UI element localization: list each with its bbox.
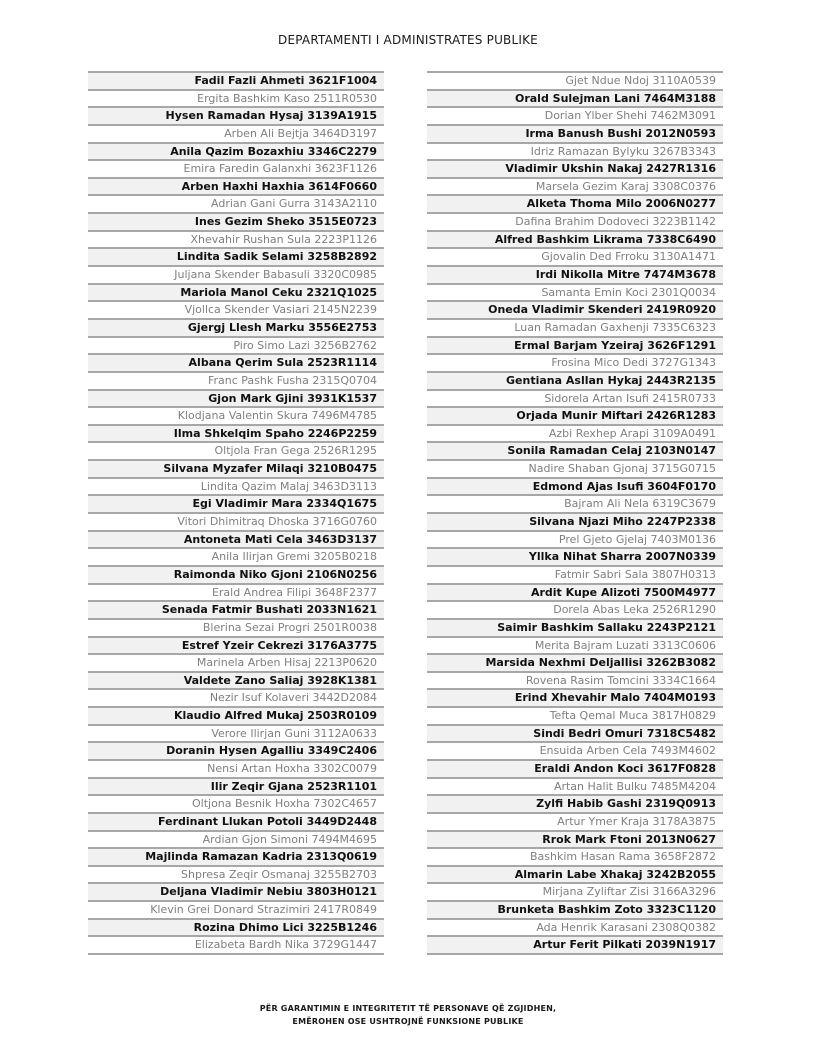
person-row: Azbi Rexhep Arapi 3109A0491 (427, 424, 723, 442)
person-row: Merita Bajram Luzati 3313C0606 (427, 636, 723, 654)
person-row: Alketa Thoma Milo 2006N0277 (427, 194, 723, 212)
person-row: Idriz Ramazan Bylyku 3267B3343 (427, 142, 723, 160)
person-row: Lindita Qazim Malaj 3463D3113 (88, 477, 384, 495)
person-row: Anila Qazim Bozaxhiu 3346C2279 (88, 142, 384, 160)
person-row: Klodjana Valentin Skura 7496M4785 (88, 406, 384, 424)
person-row: Doranin Hysen Agalliu 3349C2406 (88, 741, 384, 759)
person-row: Fadil Fazli Ahmeti 3621F1004 (88, 71, 384, 89)
person-row: Valdete Zano Saliaj 3928K1381 (88, 671, 384, 689)
person-row: Rozina Dhimo Lici 3225B1246 (88, 918, 384, 936)
person-row: Juljana Skender Babasuli 3320C0985 (88, 265, 384, 283)
person-row: Piro Simo Lazi 3256B2762 (88, 336, 384, 354)
person-row: Vitori Dhimitraq Dhoska 3716G0760 (88, 512, 384, 530)
person-row: Senada Fatmir Bushati 2033N1621 (88, 600, 384, 618)
name-column-left (88, 71, 384, 955)
person-row: Artur Ymer Kraja 3178A3875 (427, 812, 723, 830)
person-row: Klaudio Alfred Mukaj 2503R0109 (88, 706, 384, 724)
person-row: Nezir Isuf Kolaveri 3442D2084 (88, 688, 384, 706)
person-row: Oneda Vladimir Skenderi 2419R0920 (427, 300, 723, 318)
person-row: Klevin Grei Donard Strazimiri 2417R0849 (88, 900, 384, 918)
person-row: Orald Sulejman Lani 7464M3188 (427, 89, 723, 107)
person-row: Estref Yzeir Cekrezi 3176A3775 (88, 636, 384, 654)
person-row: Bajram Ali Nela 6319C3679 (427, 494, 723, 512)
person-row: Ilma Shkelqim Spaho 2246P2259 (88, 424, 384, 442)
person-row: Deljana Vladimir Nebiu 3803H0121 (88, 882, 384, 900)
person-row: Majlinda Ramazan Kadria 2313Q0619 (88, 847, 384, 865)
person-row: Irdi Nikolla Mitre 7474M3678 (427, 265, 723, 283)
person-row: Mirjana Zyliftar Zisi 3166A3296 (427, 882, 723, 900)
person-row: Hysen Ramadan Hysaj 3139A1915 (88, 106, 384, 124)
person-row: Sindi Bedri Omuri 7318C5482 (427, 724, 723, 742)
person-row: Erind Xhevahir Malo 7404M0193 (427, 688, 723, 706)
footer-line-2: EMËROHEN OSE USHTROJNË FUNKSIONE PUBLIKE (292, 1017, 524, 1026)
person-row: Irma Banush Bushi 2012N0593 (427, 124, 723, 142)
person-row: Marsela Gezim Karaj 3308C0376 (427, 177, 723, 195)
person-row: Marinela Arben Hisaj 2213P0620 (88, 653, 384, 671)
name-list (88, 71, 723, 955)
person-row: Gentiana Asllan Hykaj 2443R2135 (427, 371, 723, 389)
person-row: Brunketa Bashkim Zoto 3323C1120 (427, 900, 723, 918)
person-row: Xhevahir Rushan Sula 2223P1126 (88, 230, 384, 248)
person-row: Albana Qerim Sula 2523R1114 (88, 353, 384, 371)
person-row: Luan Ramadan Gaxhenji 7335C6323 (427, 318, 723, 336)
person-row: Nensi Artan Hoxha 3302C0079 (88, 759, 384, 777)
person-row: Vjollca Skender Vasiari 2145N2239 (88, 300, 384, 318)
person-row: Gjovalin Ded Frroku 3130A1471 (427, 247, 723, 265)
person-row: Almarin Labe Xhakaj 3242B2055 (427, 865, 723, 883)
person-row: Shpresa Zeqir Osmanaj 3255B2703 (88, 865, 384, 883)
person-row: Nadire Shaban Gjonaj 3715G0715 (427, 459, 723, 477)
person-row: Gjergj Llesh Marku 3556E2753 (88, 318, 384, 336)
person-row: Ermal Barjam Yzeiraj 3626F1291 (427, 336, 723, 354)
person-row: Ensuida Arben Cela 7493M4602 (427, 741, 723, 759)
person-row: Elizabeta Bardh Nika 3729G1447 (88, 935, 384, 953)
person-row: Rrok Mark Ftoni 2013N0627 (427, 830, 723, 848)
person-row: Arben Ali Bejtja 3464D3197 (88, 124, 384, 142)
person-row: Marsida Nexhmi Deljallisi 3262B3082 (427, 653, 723, 671)
person-row: Zylfi Habib Gashi 2319Q0913 (427, 794, 723, 812)
person-row: Vladimir Ukshin Nakaj 2427R1316 (427, 159, 723, 177)
person-row: Edmond Ajas Isufi 3604F0170 (427, 477, 723, 495)
person-row: Prel Gjeto Gjelaj 7403M0136 (427, 530, 723, 548)
person-row: Sonila Ramadan Celaj 2103N0147 (427, 441, 723, 459)
person-row: Gjet Ndue Ndoj 3110A0539 (427, 71, 723, 89)
person-row: Ardian Gjon Simoni 7494M4695 (88, 830, 384, 848)
person-row: Tefta Qemal Muca 3817H0829 (427, 706, 723, 724)
person-row: Dorian Ylber Shehi 7462M3091 (427, 106, 723, 124)
person-row: Frosina Mico Dedi 3727G1343 (427, 353, 723, 371)
footer-line-1: PËR GARANTIMIN E INTEGRITETIT TË PERSONAVE QË ZGJIDHEN, (259, 1004, 557, 1013)
person-row: Arben Haxhi Haxhia 3614F0660 (88, 177, 384, 195)
person-row: Ergita Bashkim Kaso 2511R0530 (88, 89, 384, 107)
person-row: Artur Ferit Pilkati 2039N1917 (427, 935, 723, 953)
person-row: Silvana Njazi Miho 2247P2338 (427, 512, 723, 530)
person-row: Orjada Munir Miftari 2426R1283 (427, 406, 723, 424)
person-row: Lindita Sadik Selami 3258B2892 (88, 247, 384, 265)
person-row: Oltjola Fran Gega 2526R1295 (88, 441, 384, 459)
person-row: Yllka Nihat Sharra 2007N0339 (427, 547, 723, 565)
person-row: Egi Vladimir Mara 2334Q1675 (88, 494, 384, 512)
page-title: DEPARTAMENTI I ADMINISTRATES PUBLIKE (278, 33, 538, 47)
person-row: Anila Ilirjan Gremi 3205B0218 (88, 547, 384, 565)
person-row: Rovena Rasim Tomcini 3334C1664 (427, 671, 723, 689)
person-row: Alfred Bashkim Likrama 7338C6490 (427, 230, 723, 248)
person-row: Franc Pashk Fusha 2315Q0704 (88, 371, 384, 389)
person-row: Bashkim Hasan Rama 3658F2872 (427, 847, 723, 865)
person-row: Dafina Brahim Dodoveci 3223B1142 (427, 212, 723, 230)
person-row: Artan Halit Bulku 7485M4204 (427, 777, 723, 795)
person-row: Sidorela Artan Isufi 2415R0733 (427, 389, 723, 407)
person-row: Gjon Mark Gjini 3931K1537 (88, 389, 384, 407)
person-row: Ferdinant Llukan Potoli 3449D2448 (88, 812, 384, 830)
footer-note (0, 1002, 816, 1028)
person-row: Antoneta Mati Cela 3463D3137 (88, 530, 384, 548)
person-row: Dorela Abas Leka 2526R1290 (427, 600, 723, 618)
name-column-right (427, 71, 723, 955)
person-row: Blerina Sezai Progri 2501R0038 (88, 618, 384, 636)
person-row: Ada Henrik Karasani 2308Q0382 (427, 918, 723, 936)
person-row: Samanta Emin Koci 2301Q0034 (427, 283, 723, 301)
person-row: Ardit Kupe Alizoti 7500M4977 (427, 583, 723, 601)
person-row: Ilir Zeqir Gjana 2523R1101 (88, 777, 384, 795)
person-row: Ines Gezim Sheko 3515E0723 (88, 212, 384, 230)
person-row: Verore Ilirjan Guni 3112A0633 (88, 724, 384, 742)
person-row: Raimonda Niko Gjoni 2106N0256 (88, 565, 384, 583)
person-row: Mariola Manol Ceku 2321Q1025 (88, 283, 384, 301)
person-row: Erald Andrea Filipi 3648F2377 (88, 583, 384, 601)
person-row: Saimir Bashkim Sallaku 2243P2121 (427, 618, 723, 636)
person-row: Eraldi Andon Koci 3617F0828 (427, 759, 723, 777)
person-row: Adrian Gani Gurra 3143A2110 (88, 194, 384, 212)
person-row: Oltjona Besnik Hoxha 7302C4657 (88, 794, 384, 812)
person-row: Silvana Myzafer Milaqi 3210B0475 (88, 459, 384, 477)
person-row: Emira Faredin Galanxhi 3623F1126 (88, 159, 384, 177)
person-row: Fatmir Sabri Sala 3807H0313 (427, 565, 723, 583)
